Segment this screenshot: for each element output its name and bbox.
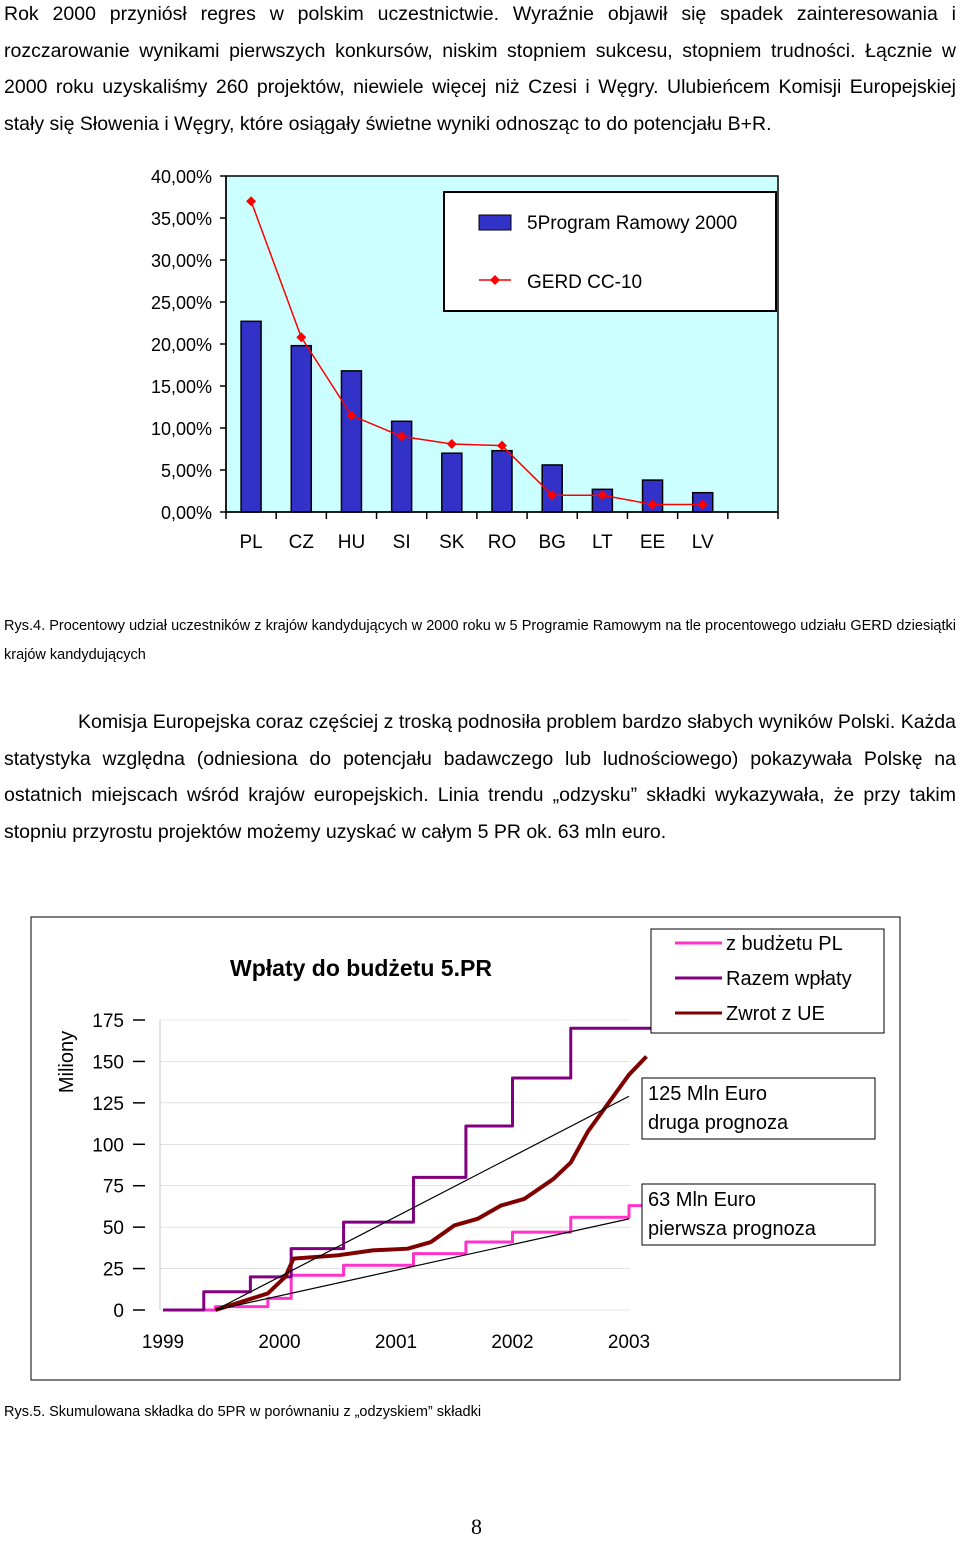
chart1-x-label: SI [392, 532, 411, 553]
intro-paragraph: Rok 2000 przyniósł regres w polskim uczestnictwie. Wyraźnie objawił się spadek zainteresowania i rozczarowanie wynikami pierwszych konkursów, niskim stopniem sukcesu, stopniem trudności. Łącznie w 2000 roku uzyskaliśmy 260 projektów, niewiele więcej niż Czesi i Węgry. Ulubieńcem Komisji Europejskiej stały się Słowenia i Węgry, które osiągały świetne wyniki odnosząc to do potencjału B+R. [4, 3, 956, 135]
figure4-caption: Rys.4. Procentowy udział uczestników z krajów kandydujących w 2000 roku w 5 Programie Ramowym na tle procentowego udziału GERD dziesiątki krajów kandydujących [4, 618, 956, 663]
chart2-x-label: 2000 [258, 1332, 301, 1353]
chart2-legend [651, 929, 884, 1033]
chart2-x-label: 2003 [607, 1332, 651, 1353]
second-forecast-line-2: druga prognoza [648, 1112, 789, 1134]
chart2-y-tick-label: 100 [92, 1135, 124, 1157]
chart1-x-label: RO [487, 532, 517, 553]
chart1-x-label: SK [439, 532, 465, 553]
chart2-y-tick-label: 175 [92, 1011, 124, 1032]
chart1-x-label: HU [337, 532, 366, 553]
chart1-y-tick-label: 25,00% [150, 293, 212, 313]
chart2-legend-series-2: Razem wpłaty [726, 968, 852, 990]
second-forecast-box [642, 1078, 875, 1139]
chart2-x-label: 1999 [141, 1332, 185, 1353]
chart1-x-label: LV [691, 532, 714, 553]
chart2-y-tick-label: 150 [92, 1052, 124, 1074]
chart2-y-tick-label: 0 [113, 1301, 124, 1322]
chart2-legend-series-1: z budżetu PL [726, 933, 843, 955]
first-forecast-line-1: 63 Mln Euro [648, 1189, 756, 1211]
chart1-x-label: BG [538, 532, 566, 553]
chart1-y-tick-label: 30,00% [150, 251, 212, 271]
page-number: 8 [471, 1514, 482, 1539]
chart2-y-tick-label: 25 [102, 1259, 124, 1281]
chart2-x-label: 2001 [374, 1332, 418, 1353]
chart1-x-label: PL [239, 532, 263, 553]
second-forecast-line-1: 125 Mln Euro [648, 1083, 767, 1105]
chart1-y-tick-label: 20,00% [150, 335, 212, 355]
chart2-y-tick-label: 75 [102, 1176, 124, 1198]
chart1-y-tick-label: 40,00% [150, 167, 212, 187]
chart2-legend-series-3: Zwrot z UE [726, 1003, 825, 1025]
chart1-x-label: EE [639, 532, 666, 553]
chart1-y-tick-label: 35,00% [150, 209, 212, 229]
first-forecast-box [642, 1184, 875, 1245]
chart1-y-tick-label: 5,00% [160, 461, 212, 481]
chart2-y-tick-label: 50 [102, 1218, 124, 1240]
chart1-legend-series-1: 5Program Ramowy 2000 [527, 213, 738, 234]
chart1-y-tick-label: 15,00% [150, 377, 212, 397]
chart1-x-label: LT [591, 532, 613, 553]
chart1-y-tick-label: 0,00% [160, 503, 212, 523]
body-paragraph: Komisja Europejska coraz częściej z troską podnosiła problem bardzo słabych wyników Polski. Każda statystyka względna (odniesiona do potencjału badawczego lub ludnościowego) pokazywała Polskę na ostatnich miejscach wśród krajów europejskich. Linia trendu „odzysku” składki wykazywała, że przy takim stopniu przyrostu projektów możemy uzyskać w całym 5 PR ok. 63 mln euro. [4, 711, 956, 843]
chart2-title: Wpłaty do budżetu 5.PR [230, 955, 492, 981]
chart1-legend-series-2: GERD CC-10 [527, 272, 643, 293]
chart2-y-tick-label: 125 [92, 1093, 124, 1115]
figure5-caption: Rys.5. Skumulowana składka do 5PR w porównaniu z „odzyskiem” składki [4, 1404, 482, 1420]
first-forecast-line-2: pierwsza prognoza [648, 1218, 816, 1240]
chart1-y-tick-label: 10,00% [150, 419, 212, 439]
chart1-x-label: CZ [288, 532, 314, 553]
chart2-x-label: 2002 [491, 1332, 534, 1353]
chart2-y-axis-title: Miliony [56, 1030, 78, 1094]
